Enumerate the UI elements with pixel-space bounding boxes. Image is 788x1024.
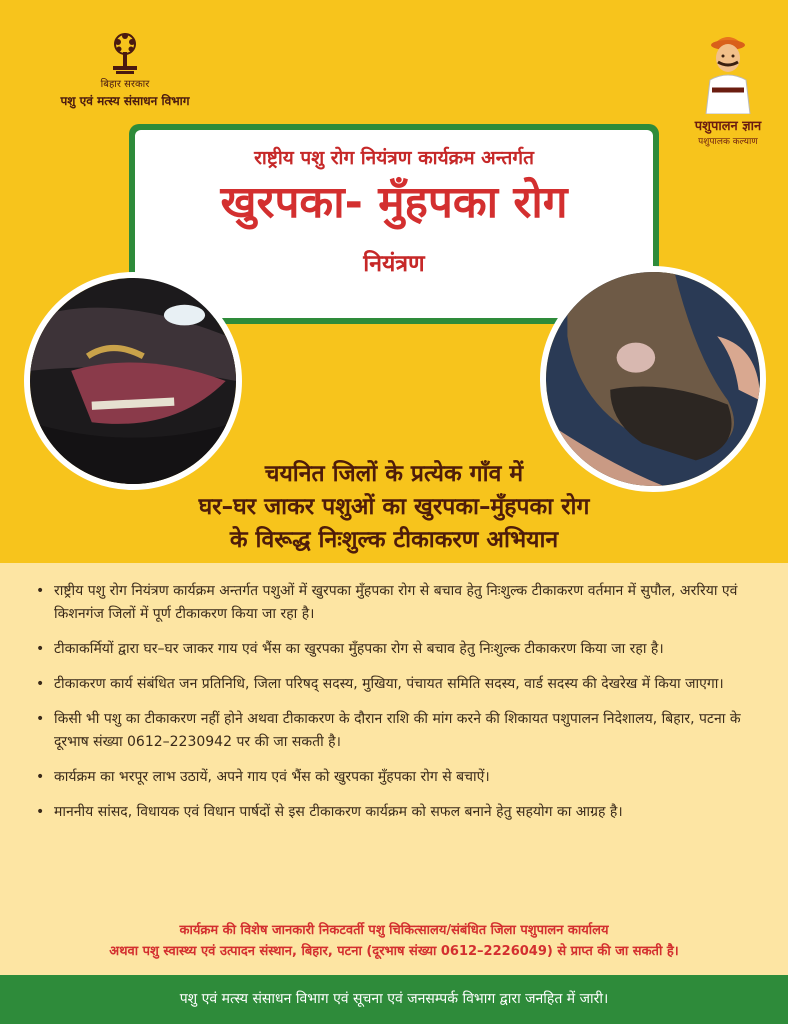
brand-logo-block — [680, 28, 776, 147]
govt-name: बिहार सरकार — [100, 79, 150, 90]
bullet-text: किसी भी पशु का टीकाकरण नहीं होने अथवा टीकाकरण के दौरान राशि की मांग करने की शिकायत पशुपालन निदेशालय, बिहार, पटना के दूरभाष संख्या 0612–2230942 पर की जा सकती है। — [54, 711, 741, 750]
contact-info — [0, 920, 788, 962]
bullet-dot-icon: • — [36, 804, 45, 820]
bullet-text: टीकाकरण कार्य संबंधित जन प्रतिनिधि, जिला परिषद् सदस्य, मुखिया, पंचायत समिति सदस्य, वार्ड सदस्य की देखरेख में किया जाएगा। — [54, 676, 724, 692]
farmer-mascot-icon — [698, 28, 758, 114]
bullet-dot-icon: • — [36, 711, 45, 727]
footer-text: पशु एवं मत्स्य संसाधन विभाग एवं सूचना एवं जनसम्पर्क विभाग द्वारा जनहित में जारी। — [179, 991, 609, 1007]
banner-title: खुरपका- मुँहपका रोग — [220, 177, 568, 228]
campaign-line-2: घर–घर जाकर पशुओं का खुरपका–मुँहपका रोग — [198, 494, 590, 520]
department-name: पशु एवं मत्स्य संसाधन विभाग — [60, 94, 190, 108]
list-item — [36, 638, 756, 661]
list-item — [36, 580, 756, 626]
bullet-text: कार्यक्रम का भरपूर लाभ उठायें, अपने गाय एवं भैंस को खुरपका मुँहपका रोग से बचाऐं। — [54, 769, 490, 785]
campaign-message — [100, 458, 688, 557]
bodhi-tree-emblem-icon — [105, 30, 145, 76]
govt-emblem-block — [40, 30, 210, 109]
info-bullet-list — [36, 580, 756, 836]
list-item — [36, 801, 756, 824]
contact-info-line-1: कार्यक्रम की विशेष जानकारी निकटवर्ती पशु चिकित्सालय/संबंधित जिला पशुपालन कार्यालय — [179, 923, 609, 938]
bullet-text: टीकाकर्मियों द्वारा घर–घर जाकर गाय एवं भैंस का खुरपका मुँहपका रोग से बचाव हेतु निःशुल्क टीकाकरण किया जा रहा है। — [54, 641, 664, 657]
bullet-dot-icon: • — [36, 641, 45, 657]
bullet-dot-icon: • — [36, 769, 45, 785]
list-item — [36, 673, 756, 696]
bullet-text: राष्ट्रीय पशु रोग नियंत्रण कार्यक्रम अन्तर्गत पशुओं में खुरपका मुँहपका रोग से बचाव हेतु निःशुल्क टीकाकरण वर्तमान में सुपौल, अररिया एवं किशनगंज जिलों में पूर्ण टीकाकरण किया जा रहा है। — [54, 583, 738, 622]
brand-tagline: पशुपालक कल्याण — [698, 137, 758, 147]
list-item — [36, 766, 756, 789]
bullet-text: माननीय सांसद, विधायक एवं विधान पार्षदों से इस टीकाकरण कार्यक्रम को सफल बनाने हेतु सहयोग का आग्रह है। — [54, 804, 623, 820]
bullet-dot-icon: • — [36, 583, 45, 599]
hoof-lesion-image-icon — [546, 272, 760, 486]
campaign-line-3: के विरूद्ध निःशुल्क टीकाकरण अभियान — [229, 527, 559, 553]
mouth-lesion-image-icon — [30, 278, 236, 484]
bullet-dot-icon: • — [36, 676, 45, 692]
campaign-line-1: चयनित जिलों के प्रत्येक गाँव में — [264, 461, 524, 487]
title-banner-panel — [135, 130, 653, 318]
list-item — [36, 708, 756, 754]
banner-control-label: नियंत्रण — [363, 251, 425, 277]
brand-name: पशुपालन ज्ञान — [694, 119, 762, 134]
banner-subtitle: राष्ट्रीय पशु रोग नियंत्रण कार्यक्रम अन्तर्गत — [254, 147, 534, 169]
contact-info-line-2: अथवा पशु स्वास्थ्य एवं उत्पादन संस्थान, बिहार, पटना (दूरभाष संख्या 0612–2226049) से प्राप्त की जा सकती है। — [109, 944, 679, 959]
footer-bar — [0, 975, 788, 1024]
